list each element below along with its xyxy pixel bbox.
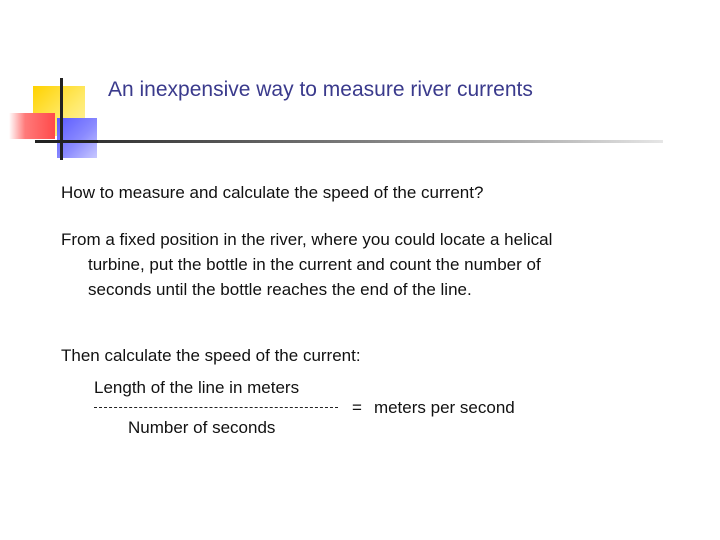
paragraph-line: seconds until the bottle reaches the end of the line. [88,280,472,299]
paragraph-line: From a fixed position in the river, where you could locate a helical [61,230,553,249]
question-text: How to measure and calculate the speed of the current? [61,183,484,202]
formula-fraction-row [94,398,515,418]
formula-denominator: Number of seconds [128,418,276,437]
formula-result: meters per second [373,398,515,417]
formula-equals: = [352,398,362,417]
slide-title: An inexpensive way to measure river currents [108,78,533,101]
calculation-intro: Then calculate the speed of the current: [61,346,361,365]
vertical-rule-decoration [60,78,63,160]
instruction-paragraph [61,227,661,302]
title-underline-rule [35,140,663,143]
formula-numerator: Length of the line in meters [94,378,300,397]
fraction-bar [94,407,338,408]
red-bar-decoration [9,113,55,139]
blue-square-decoration [57,118,97,158]
paragraph-line: turbine, put the bottle in the current and count the number of [88,255,541,274]
speed-formula [94,378,515,438]
title-underline-accent [38,140,98,143]
